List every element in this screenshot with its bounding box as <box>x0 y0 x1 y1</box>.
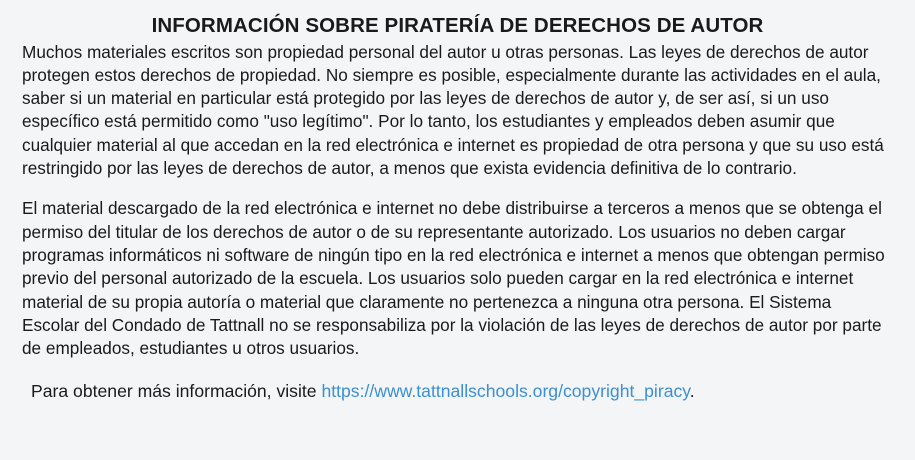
paragraph-copyright-ownership: Muchos materiales escritos son propiedad personal del autor u otras personas. Las leyes de derechos de autor protegen estos derechos de propiedad. No siempre es posible, especialmente durante las actividades en el aula, saber si un material en particular está protegido por las leyes de derechos de autor y, de ser así, si un uso específico está permitido como "uso legítimo". Por lo tanto, los estudiantes y empleados deben asumir que cualquier material al que accedan en la red electrónica e internet es propiedad de otra persona y que su uso está restringido por las leyes de derechos de autor, a menos que exista evidencia definitiva de lo contrario. <box>22 41 884 179</box>
more-information-trailing-text: . <box>689 381 695 402</box>
paragraph-downloaded-material: El material descargado de la red electrónica e internet no debe distribuirse a terceros a menos que se obtenga el permiso del titular de los derechos de autor o de su representante autorizado. Los usuarios no deben cargar programas informáticos ni software de ningún tipo en la red electrónica e internet a menos que obtengan permiso previo del personal autorizado de la escuela. Los usuarios solo pueden cargar en la red electrónica e internet material de su propia autoría o material que claramente no pertenezca a ninguna otra persona. El Sistema Escolar del Condado de Tattnall no se responsabiliza por la violación de las leyes de derechos de autor por parte de empleados, estudiantes u otros usuarios. <box>22 198 885 359</box>
more-information-lead-text: Para obtener más información, visite <box>31 381 322 402</box>
copyright-piracy-link[interactable]: https://www.tattnallschools.org/copyright_piracy <box>321 381 690 402</box>
more-information-line <box>22 380 893 404</box>
page-title: INFORMACIÓN SOBRE PIRATERÍA DE DERECHOS DE AUTOR <box>151 14 764 37</box>
